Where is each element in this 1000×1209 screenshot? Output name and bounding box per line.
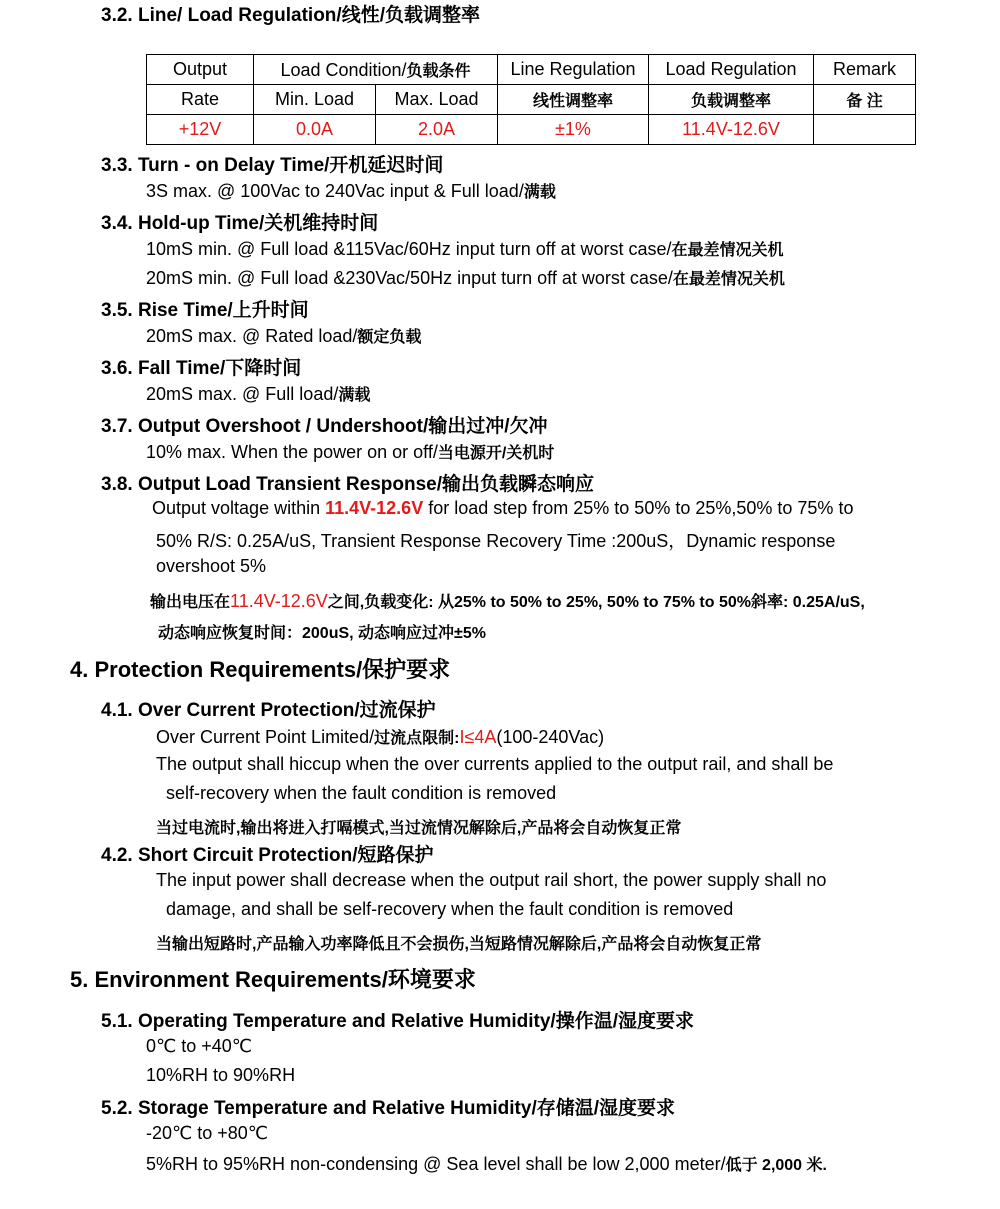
text-3-4-a: 10mS min. @ Full load &115Vac/60Hz input turn off at worst case/在最差情况关机	[146, 239, 784, 259]
text-4-1-line2: The output shall hiccup when the over currents applied to the output rail, and shall be	[156, 754, 834, 774]
header-output: Output	[147, 55, 254, 85]
heading-3-6: 3.6. Fall Time/下降时间	[101, 358, 302, 379]
text-3-8-line2: 50% R/S: 0.25A/uS, Transient Response Recovery Time :200uS，Dynamic response	[156, 531, 836, 551]
header-load-regulation: Load Regulation	[649, 55, 814, 85]
text-4-1-line3: self-recovery when the fault condition is removed	[166, 783, 557, 803]
table-row	[147, 115, 916, 145]
heading-3-4: 3.4. Hold-up Time/关机维持时间	[101, 213, 379, 234]
header-remark-cn: 备 注	[814, 85, 916, 115]
text-4-1-cn: 当过电流时,输出将进入打嗝模式,当过流情况解除后,产品将会自动恢复正常	[156, 820, 682, 837]
text-3-8-cn-line1: 输出电压在11.4V-12.6V之间,负载变化: 从25% to 50% to 25%, 50% to 75% to 50%斜率: 0.25A/uS,	[150, 591, 865, 611]
text-3-6: 20mS max. @ Full load/满载	[146, 384, 371, 404]
text-3-4-b: 20mS min. @ Full load &230Vac/50Hz input turn off at worst case/在最差情况关机	[146, 268, 785, 288]
text-5-1-temperature: 0℃ to +40℃	[146, 1036, 252, 1056]
cell-min-load: 0.0A	[254, 115, 376, 145]
text-5-2-temperature: -20℃ to +80℃	[146, 1123, 268, 1143]
header-rate: Rate	[147, 85, 254, 115]
header-min-load: Min. Load	[254, 85, 376, 115]
text-3-3: 3S max. @ 100Vac to 240Vac input & Full load/满载	[146, 181, 556, 201]
header-line-regulation: Line Regulation	[498, 55, 649, 85]
heading-3-2: 3.2. Line/ Load Regulation/线性/负载调整率	[101, 5, 480, 26]
heading-5-2: 5.2. Storage Temperature and Relative Humidity/存储温/湿度要求	[101, 1098, 675, 1119]
header-line-regulation-cn: 线性调整率	[498, 85, 649, 115]
heading-3-8: 3.8. Output Load Transient Response/输出负载瞬态响应	[101, 474, 594, 495]
cell-remark	[814, 115, 916, 145]
heading-5-1: 5.1. Operating Temperature and Relative Humidity/操作温/湿度要求	[101, 1011, 694, 1032]
header-load-condition: Load Condition/负载条件	[254, 55, 498, 85]
text-4-1-line1: Over Current Point Limited/过流点限制:I≤4A(100-240Vac)	[156, 727, 605, 747]
heading-4-2: 4.2. Short Circuit Protection/短路保护	[101, 845, 434, 866]
header-load-regulation-cn: 负载调整率	[649, 85, 814, 115]
cell-max-load: 2.0A	[376, 115, 498, 145]
text-3-8-line1: Output voltage within 11.4V-12.6V for load step from 25% to 50% to 25%,50% to 75% to	[152, 498, 854, 518]
heading-3-7: 3.7. Output Overshoot / Undershoot/输出过冲/欠冲	[101, 416, 548, 437]
header-max-load: Max. Load	[376, 85, 498, 115]
text-3-8-line3: overshoot 5%	[156, 556, 267, 576]
text-4-2-cn: 当输出短路时,产品输入功率降低且不会损伤,当短路情况解除后,产品将会自动恢复正常	[156, 936, 762, 953]
cell-load-regulation: 11.4V-12.6V	[649, 115, 814, 145]
table-header-row-1	[147, 55, 916, 85]
text-4-2-line1: The input power shall decrease when the output rail short, the power supply shall no	[156, 870, 827, 890]
text-3-7: 10% max. When the power on or off/当电源开/关机时	[146, 442, 555, 462]
text-3-5: 20mS max. @ Rated load/额定负载	[146, 326, 422, 346]
regulation-table	[146, 54, 916, 145]
text-3-8-cn-line2: 动态响应恢复时间：200uS, 动态响应过冲±5%	[158, 625, 486, 642]
text-5-2-humidity: 5%RH to 95%RH non-condensing @ Sea level shall be low 2,000 meter/低于 2,000 米.	[146, 1154, 827, 1174]
heading-3-3: 3.3. Turn - on Delay Time/开机延迟时间	[101, 155, 444, 176]
heading-5: 5. Environment Requirements/环境要求	[70, 967, 476, 992]
heading-4: 4. Protection Requirements/保护要求	[70, 657, 451, 682]
heading-3-5: 3.5. Rise Time/上升时间	[101, 300, 309, 321]
text-5-1-humidity: 10%RH to 90%RH	[146, 1065, 296, 1085]
cell-output: +12V	[147, 115, 254, 145]
header-remark: Remark	[814, 55, 916, 85]
table-header-row-2	[147, 85, 916, 115]
heading-4-1: 4.1. Over Current Protection/过流保护	[101, 700, 436, 721]
text-4-2-line2: damage, and shall be self-recovery when the fault condition is removed	[166, 899, 734, 919]
cell-line-regulation: ±1%	[498, 115, 649, 145]
